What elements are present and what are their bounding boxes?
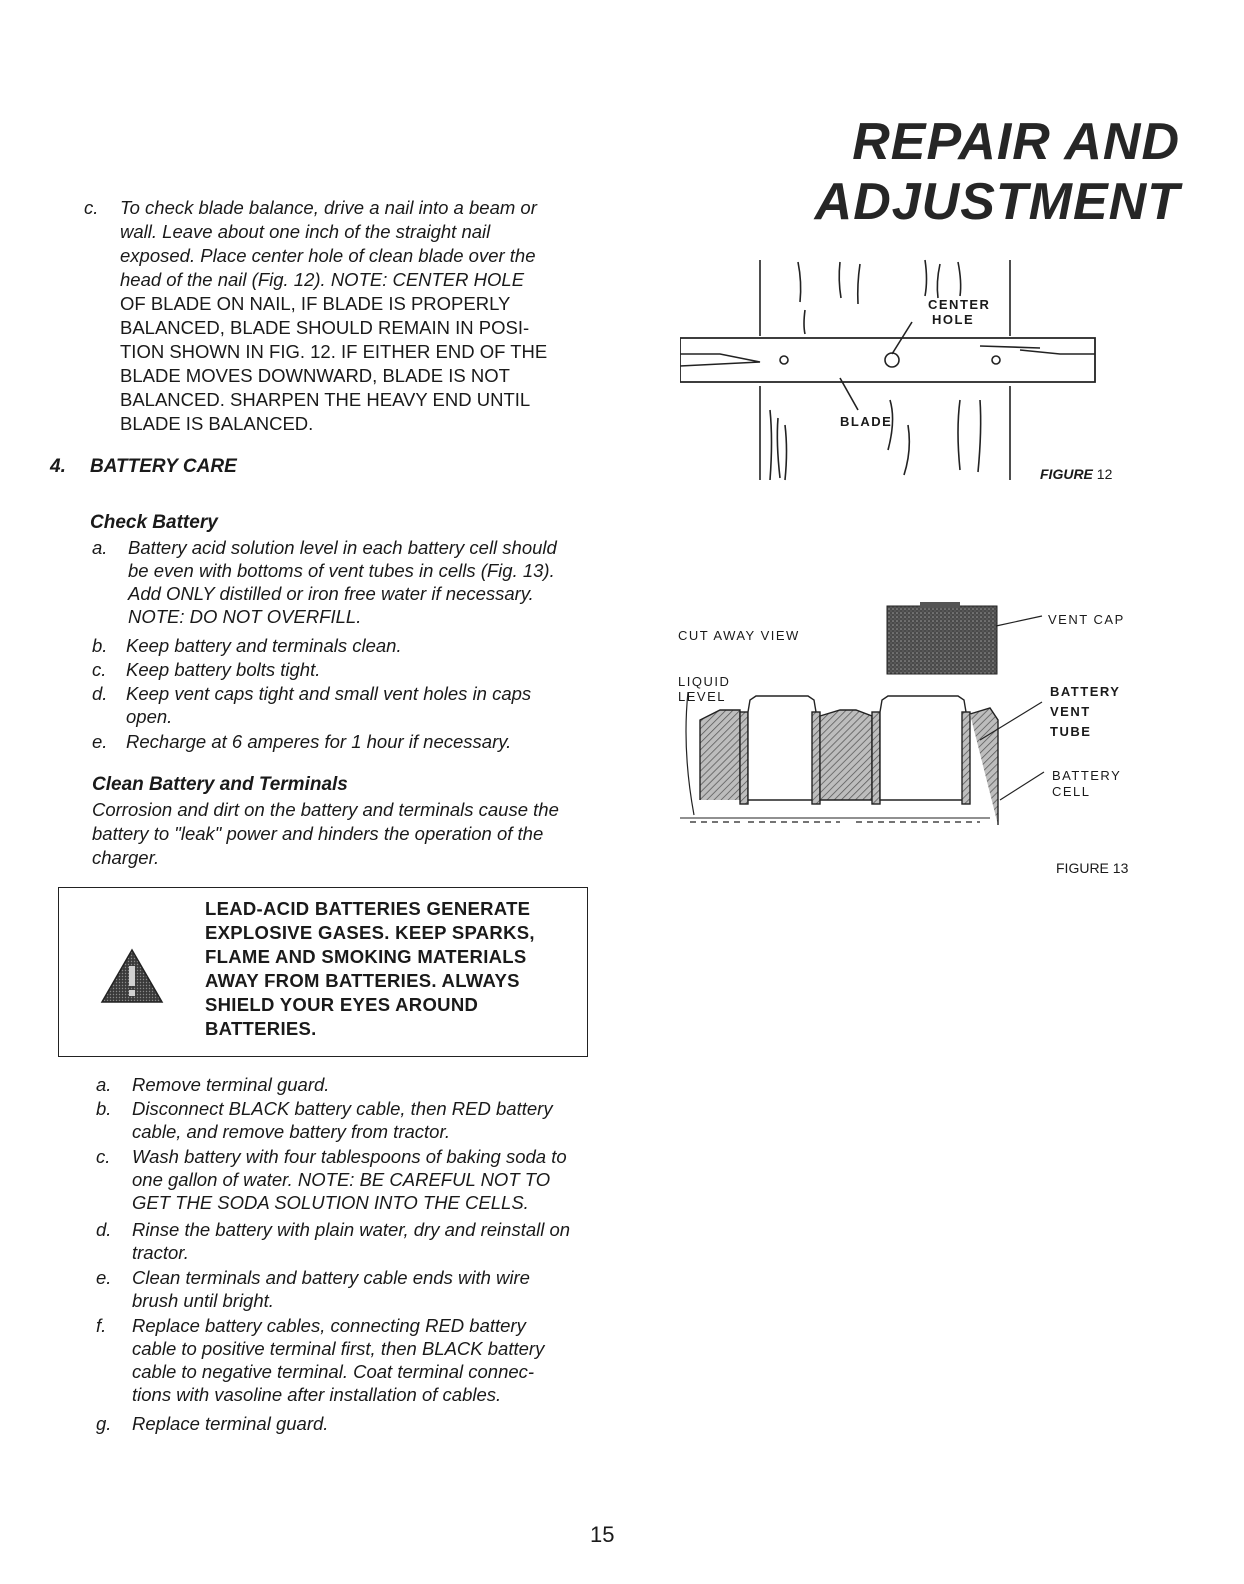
item-label: c. (96, 1146, 111, 1167)
label-line: TUBE (1050, 724, 1092, 739)
label-line: LIQUID (678, 674, 731, 689)
cut-away-label: CUT AWAY VIEW (678, 628, 800, 643)
text-line: Keep battery and terminals clean. (126, 635, 402, 656)
caption-number: 12 (1096, 466, 1113, 482)
list-item (96, 1412, 596, 1436)
text-line: LEAD-ACID BATTERIES GENERATE (205, 898, 531, 919)
text-line: wall. Leave about one inch of the straight nail (120, 221, 491, 242)
item-label: a. (92, 537, 108, 558)
warning-triangle-icon (100, 948, 164, 1004)
page-title: REPAIR AND ADJUSTMENT (814, 113, 1180, 231)
text-line: Add ONLY distilled or iron free water if necessary. (128, 583, 534, 604)
item-label: c. (92, 659, 107, 680)
item-label: d. (96, 1219, 112, 1240)
figure-13-battery-diagram (680, 600, 1050, 850)
text-line: cable, and remove battery from tractor. (132, 1121, 451, 1142)
text-line: Clean terminals and battery cable ends with wire (132, 1267, 530, 1288)
text-line: BLADE IS BALANCED. (120, 413, 314, 434)
center-hole-label (928, 297, 990, 327)
text-line: cable to positive terminal first, then BLACK battery (132, 1338, 545, 1359)
list-item (92, 730, 592, 754)
item-label: g. (96, 1413, 112, 1434)
text-line: Rinse the battery with plain water, dry and reinstall on (132, 1219, 571, 1240)
figure-12-blade-diagram (680, 250, 1130, 490)
text-line: one gallon of water. NOTE: BE CAREFUL NOT TO (132, 1169, 551, 1190)
text-line: AWAY FROM BATTERIES. ALWAYS (205, 970, 520, 991)
text-line: brush until bright. (132, 1290, 274, 1311)
item-label: d. (92, 683, 108, 704)
text-line: Remove terminal guard. (132, 1074, 330, 1095)
text-line: BALANCED. SHARPEN THE HEAVY END UNTIL (120, 389, 531, 410)
text-line: cable to negative terminal. Coat terminal connec- (132, 1361, 535, 1382)
text-line: BATTERIES. (205, 1018, 317, 1039)
item-label: e. (92, 731, 108, 752)
list-item (92, 634, 592, 658)
list-item (96, 1218, 596, 1266)
clean-battery-heading: Clean Battery and Terminals (92, 774, 348, 795)
text-line: Replace battery cables, connecting RED battery (132, 1315, 526, 1336)
list-item (96, 1145, 596, 1217)
text-line: charger. (92, 847, 160, 868)
figure-12-caption (1040, 466, 1112, 482)
item-label: a. (96, 1074, 112, 1095)
text-line: BALANCED, BLADE SHOULD REMAIN IN POSI- (120, 317, 530, 338)
label-line: VENT (1050, 704, 1091, 719)
list-item (96, 1266, 596, 1314)
text-line: Keep battery bolts tight. (126, 659, 321, 680)
check-battery-heading: Check Battery (90, 512, 218, 533)
vent-cap-label: VENT CAP (1048, 612, 1125, 627)
clean-intro (92, 798, 592, 870)
item-label: e. (96, 1267, 112, 1288)
item-label: f. (96, 1315, 107, 1336)
text-line: Replace terminal guard. (132, 1413, 329, 1434)
text-line: be even with bottoms of vent tubes in cells (Fig. 13). (128, 560, 555, 581)
label-line: HOLE (932, 312, 975, 327)
text-line: tions with vasoline after installation of cables. (132, 1384, 502, 1405)
text-line: head of the nail (Fig. 12). NOTE: CENTER HOLE (120, 269, 525, 290)
text-line: Disconnect BLACK battery cable, then RED battery (132, 1098, 553, 1119)
text-line: To check blade balance, drive a nail into a beam or (120, 197, 537, 218)
text-line: GET THE SODA SOLUTION INTO THE CELLS. (132, 1192, 529, 1213)
text-line: Battery acid solution level in each battery cell should (128, 537, 557, 558)
item-label: b. (92, 635, 108, 656)
label-line: BATTERY (1050, 684, 1121, 699)
battery-cell-label (1052, 768, 1121, 800)
section-heading: BATTERY CARE (90, 456, 237, 477)
label-line: CELL (1052, 784, 1091, 799)
item-label: b. (96, 1098, 112, 1119)
blade-label: BLADE (840, 414, 893, 429)
label-line: LEVEL (678, 689, 726, 704)
blade-balance-label: c. (84, 197, 99, 218)
page-number: 15 (590, 1522, 615, 1547)
list-item (92, 658, 592, 682)
text-line: TION SHOWN IN FIG. 12. IF EITHER END OF THE (120, 341, 548, 362)
text-line: battery to "leak" power and hinders the operation of the (92, 823, 544, 844)
text-line: OF BLADE ON NAIL, IF BLADE IS PROPERLY (120, 293, 511, 314)
text-line: Corrosion and dirt on the battery and terminals cause the (92, 799, 559, 820)
text-line: Keep vent caps tight and small vent holes in caps (126, 683, 532, 704)
vent-tube-label (1050, 682, 1120, 742)
blade-balance-paragraph (120, 196, 590, 436)
list-item (92, 682, 592, 730)
list-item (92, 536, 592, 628)
text-line: FLAME AND SMOKING MATERIALS (205, 946, 527, 967)
label-line: CENTER (928, 297, 991, 312)
list-item (96, 1314, 596, 1410)
section-number: 4. (50, 456, 66, 477)
text-line: exposed. Place center hole of clean blade over the (120, 245, 536, 266)
text-line: BLADE MOVES DOWNWARD, BLADE IS NOT (120, 365, 510, 386)
caption-word: FIGURE (1040, 466, 1093, 482)
list-item (96, 1097, 596, 1145)
list-item (96, 1073, 596, 1097)
text-line: open. (126, 706, 173, 727)
warning-text (205, 897, 575, 1041)
text-line: tractor. (132, 1242, 189, 1263)
text-line: NOTE: DO NOT OVERFILL. (128, 606, 362, 627)
label-line: BATTERY (1052, 768, 1122, 783)
text-line: SHIELD YOUR EYES AROUND (205, 994, 479, 1015)
text-line: EXPLOSIVE GASES. KEEP SPARKS, (205, 922, 535, 943)
figure-13-caption: FIGURE 13 (1056, 860, 1129, 876)
text-line: Wash battery with four tablespoons of baking soda to (132, 1146, 567, 1167)
text-line: Recharge at 6 amperes for 1 hour if necessary. (126, 731, 512, 752)
